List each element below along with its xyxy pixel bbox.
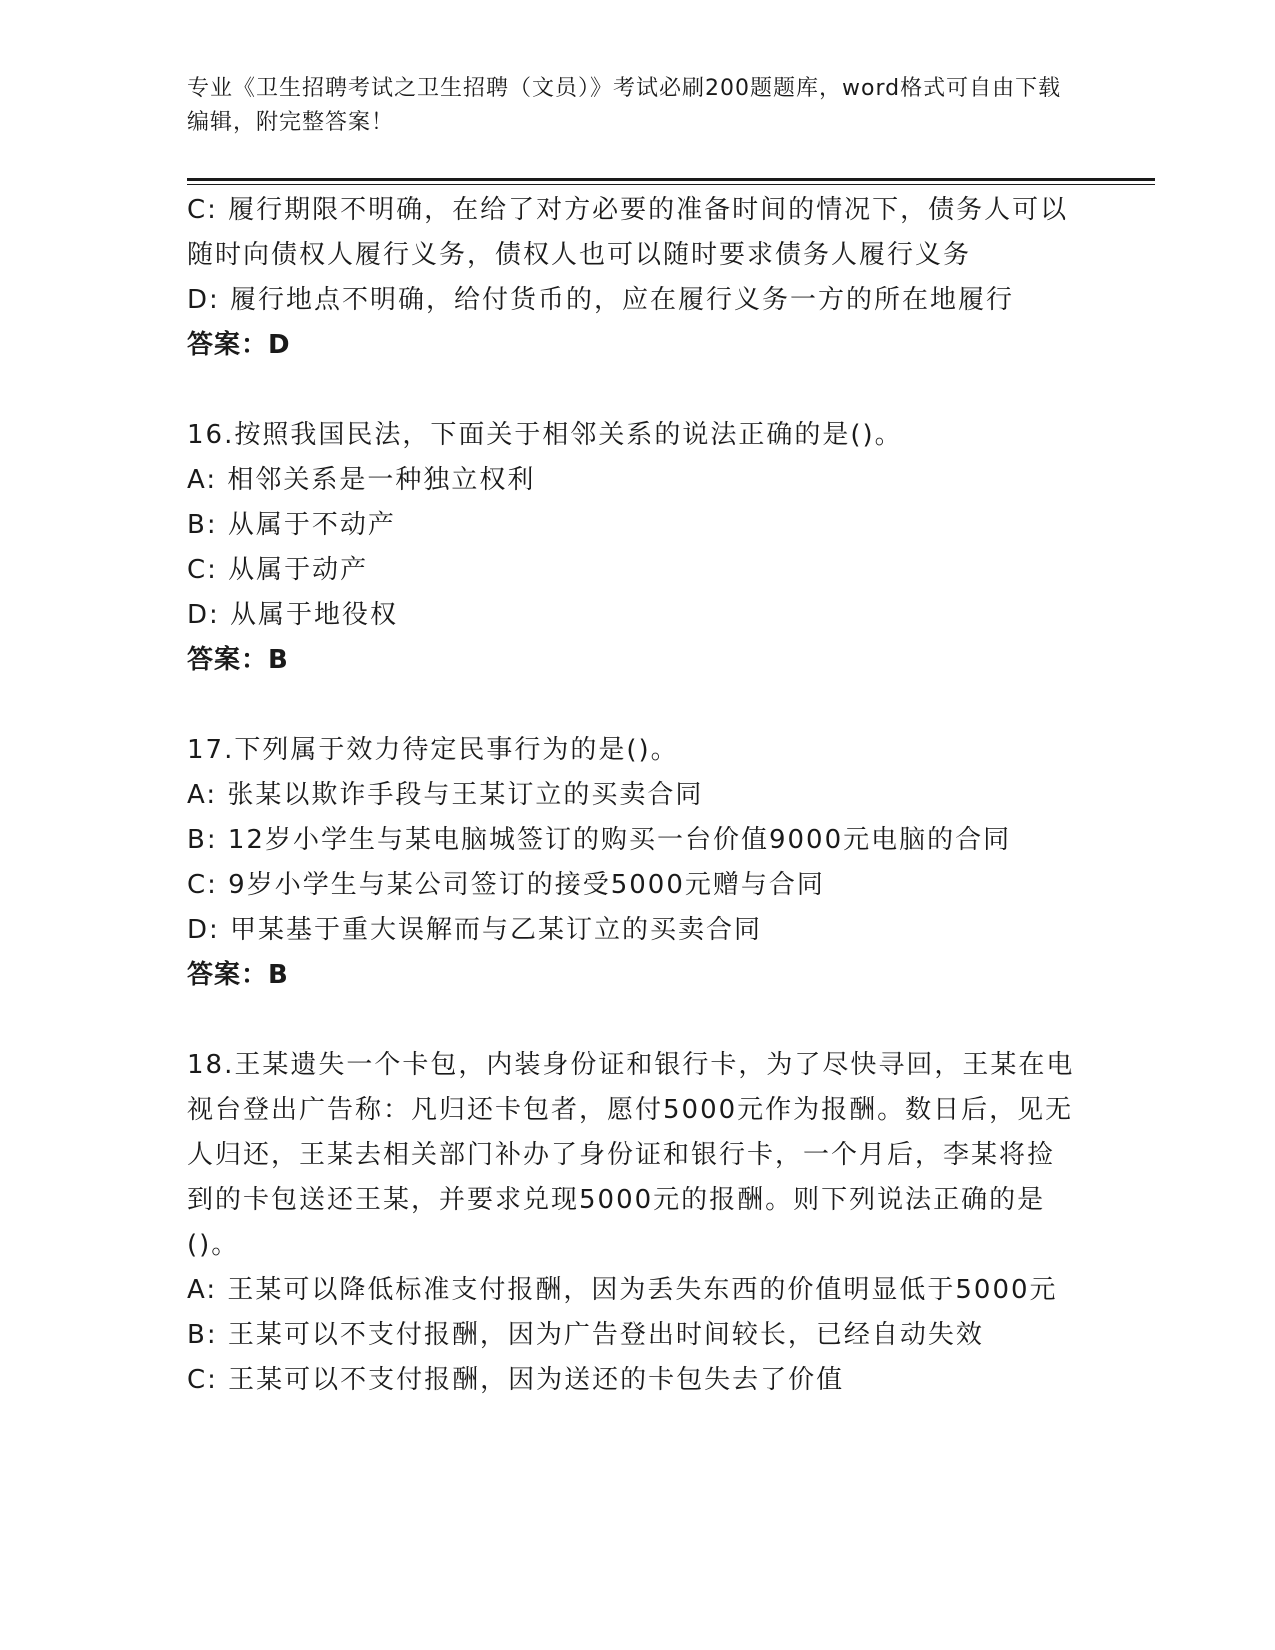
header-rule-thick	[187, 178, 1155, 181]
option-a: A: 王某可以降低标准支付报酬，因为丢失东西的价值明显低于5000元	[187, 1275, 1058, 1305]
question-16	[187, 413, 1077, 683]
document-body	[187, 188, 1077, 1403]
answer-label: 答案：B	[187, 960, 289, 990]
question-18	[187, 1043, 1077, 1403]
question-stem: 16.按照我国民法，下面关于相邻关系的说法正确的是()。	[187, 420, 903, 450]
question-stem: 18.王某遗失一个卡包，内装身份证和银行卡，为了尽快寻回，王某在电视台登出广告称：凡归还卡包者，愿付5000元作为报酬。数日后，见无人归还，王某去相关部门补办了身份证和银行卡，一个月后，李某将捡到的卡包送还王某，并要求兑现5000元的报酬。则下列说法正确的是()。	[187, 1050, 1075, 1260]
document-header: 专业《卫生招聘考试之卫生招聘（文员）》考试必刷200题题库，word格式可自由下载编辑，附完整答案！	[187, 76, 1062, 135]
previous-question-tail	[187, 188, 1077, 368]
option-c: C: 王某可以不支付报酬，因为送还的卡包失去了价值	[187, 1365, 845, 1395]
option-c: C: 履行期限不明确，在给了对方必要的准备时间的情况下，债务人可以随时向债权人履行义务，债权人也可以随时要求债务人履行义务	[187, 195, 1069, 270]
option-b: B: 从属于不动产	[187, 510, 396, 540]
option-b: B: 12岁小学生与某电脑城签订的购买一台价值9000元电脑的合同	[187, 825, 1012, 855]
answer-label: 答案：D	[187, 330, 291, 360]
question-17	[187, 728, 1077, 998]
option-b: B: 王某可以不支付报酬，因为广告登出时间较长，已经自动失效	[187, 1320, 984, 1350]
option-d: D: 履行地点不明确，给付货币的，应在履行义务一方的所在地履行	[187, 285, 1015, 315]
option-c: C: 9岁小学生与某公司签订的接受5000元赠与合同	[187, 870, 825, 900]
header-rule-thin	[187, 184, 1155, 185]
option-a: A: 相邻关系是一种独立权利	[187, 465, 536, 495]
answer-label: 答案：B	[187, 645, 289, 675]
option-c: C: 从属于动产	[187, 555, 369, 585]
option-d: D: 从属于地役权	[187, 600, 399, 630]
option-d: D: 甲某基于重大误解而与乙某订立的买卖合同	[187, 915, 763, 945]
option-a: A: 张某以欺诈手段与王某订立的买卖合同	[187, 780, 704, 810]
question-stem: 17.下列属于效力待定民事行为的是()。	[187, 735, 679, 765]
